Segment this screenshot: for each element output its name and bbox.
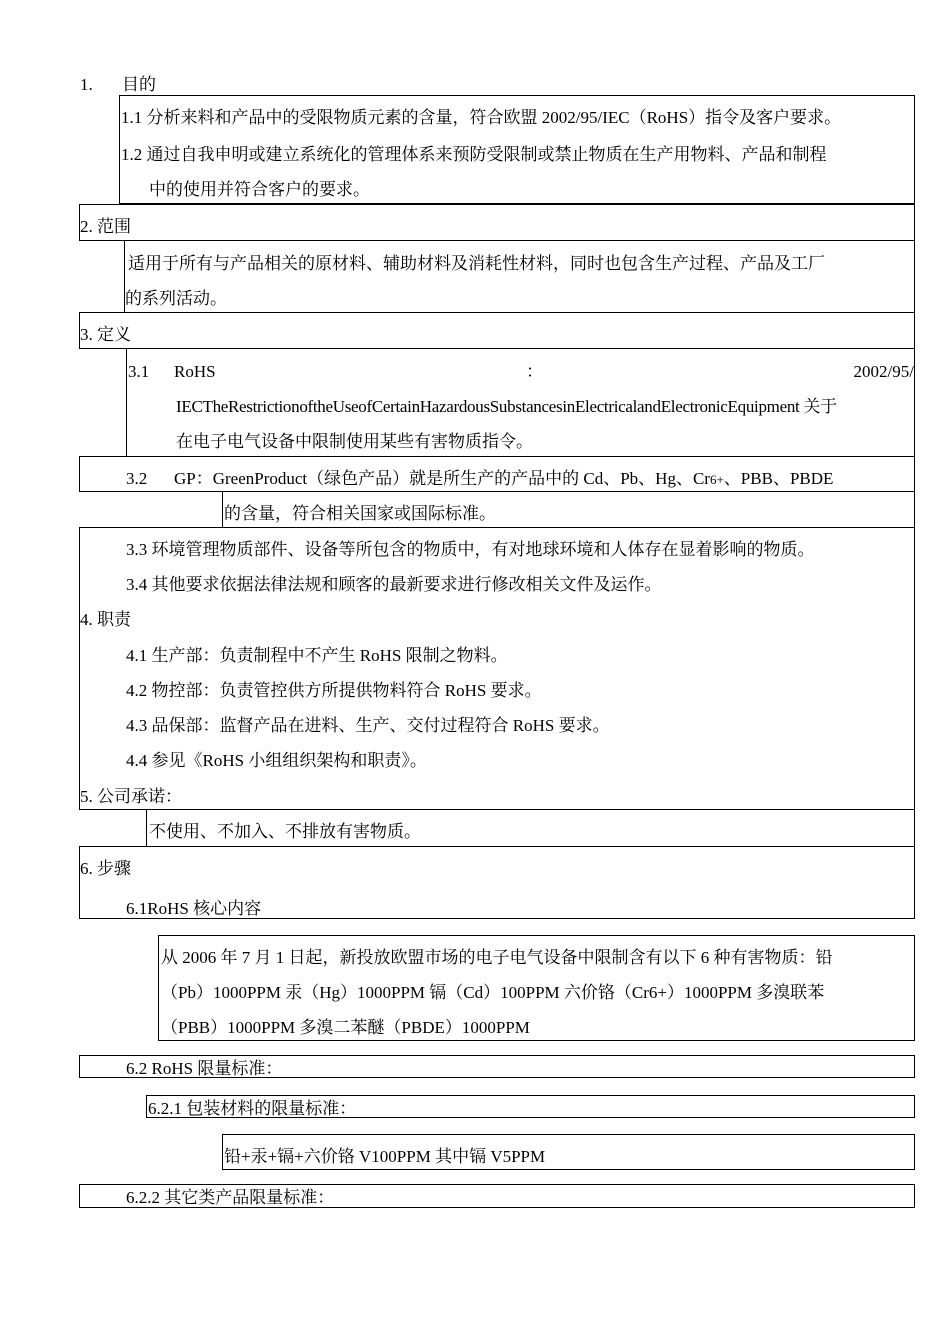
section-1-title: 目的	[122, 75, 156, 94]
section-2-title: 2. 范围	[80, 217, 131, 236]
duty-4-2: 4.2 物控部：负责管控供方所提供物料符合 RoHS 要求。	[126, 681, 542, 700]
step-6-2-1-title: 6.2.1 包装材料的限量标准：	[148, 1099, 357, 1118]
def-3-1-number: 3.1	[128, 362, 150, 381]
def-3-1-line1	[174, 363, 914, 380]
def-3-2-number: 3.2	[126, 469, 148, 488]
def-3-2-text-b: 、PBB、PBDE	[723, 469, 834, 488]
def-3-2-line2: 的含量，符合相关国家或国际标准。	[224, 504, 496, 523]
step-6-1-title: 6.1RoHS 核心内容	[126, 899, 262, 918]
section-3-title: 3. 定义	[80, 325, 131, 344]
step-6-2-title: 6.2 RoHS 限量标准：	[126, 1059, 283, 1078]
rohs-core-line3: （PBB）1000PPM 多溴二苯醚（PBDE）1000PPM	[161, 1018, 530, 1037]
section-1-number: 1.	[80, 75, 93, 94]
section-2-body-frame	[124, 240, 915, 313]
def-3-4: 3.4 其他要求依据法律法规和顾客的最新要求进行修改相关文件及运作。	[126, 575, 662, 594]
def-3-1-term: RoHS	[174, 362, 216, 381]
def-3-1-directive-code: 2002/95/	[853, 362, 914, 381]
section-3-title-frame	[79, 312, 915, 349]
step-6-2-2-title: 6.2.2 其它类产品限量标准：	[126, 1188, 335, 1207]
duty-4-1: 4.1 生产部：负责制程中不产生 RoHS 限制之物料。	[126, 646, 508, 665]
def-3-2-text-a: GP：GreenProduct（绿色产品）就是所生产的产品中的 Cd、Pb、Hg、Cr	[174, 469, 710, 488]
duty-4-4: 4.4 参见《RoHS 小组组织架构和职责》。	[126, 751, 427, 770]
section-2-line1: 适用于所有与产品相关的原材料、辅助材料及消耗性材料，同时也包含生产过程、产品及工厂	[128, 254, 825, 273]
item-1-1: 1.1 分析来料和产品中的受限物质元素的含量，符合欧盟 2002/95/IEC（RoHS）指令及客户要求。	[121, 108, 842, 127]
def-3-1-line3: 在电子电气设备中限制使用某些有害物质指令。	[176, 432, 533, 451]
def-3-1-top-rule	[126, 348, 915, 349]
duty-4-3: 4.3 品保部：监督产品在进料、生产、交付过程符合 RoHS 要求。	[126, 716, 610, 735]
def-3-1-line2: IECTheRestrictionoftheUseofCertainHazardousSubstancesinElectricalandElectronicEquipment 关于	[176, 397, 837, 416]
rohs-core-line2: （Pb）1000PPM 汞（Hg）1000PPM 镉（Cd）100PPM 六价铬（Cr6+）1000PPM 多溴联苯	[161, 983, 825, 1002]
section-2-line2: 的系列活动。	[125, 289, 227, 308]
packaging-limit-text: 铅+汞+镉+六价铬 V100PPM 其中镉 V5PPM	[224, 1147, 546, 1166]
section-5-title: 5. 公司承诺：	[80, 787, 182, 806]
def-3-2-superscript: 6+	[709, 472, 724, 487]
def-3-2-line1	[174, 470, 833, 487]
item-1-2-line1: 1.2 通过自我申明或建立系统化的管理体系来预防受限制或禁止物质在生产用物料、产品和制程	[121, 145, 827, 164]
def-3-1-colon: ：	[526, 362, 544, 381]
section-6-title: 6. 步骤	[80, 859, 131, 878]
def-3-3: 3.3 环境管理物质部件、设备等所包含的物质中，有对地球环境和人体存在显着影响的物质。	[126, 540, 815, 559]
def-3-1-right-rule	[914, 348, 915, 456]
rohs-core-line1: 从 2006 年 7 月 1 日起，新投放欧盟市场的电子电气设备中限制含有以下 6 种有害物质：铅	[161, 948, 833, 967]
commitment-text: 不使用、不加入、不排放有害物质。	[149, 822, 421, 841]
item-1-2-line2: 中的使用并符合客户的要求。	[149, 180, 370, 199]
section-4-title: 4. 职责	[80, 610, 131, 629]
section-2-title-frame	[79, 204, 915, 241]
def-3-1-left-rule	[126, 348, 127, 456]
